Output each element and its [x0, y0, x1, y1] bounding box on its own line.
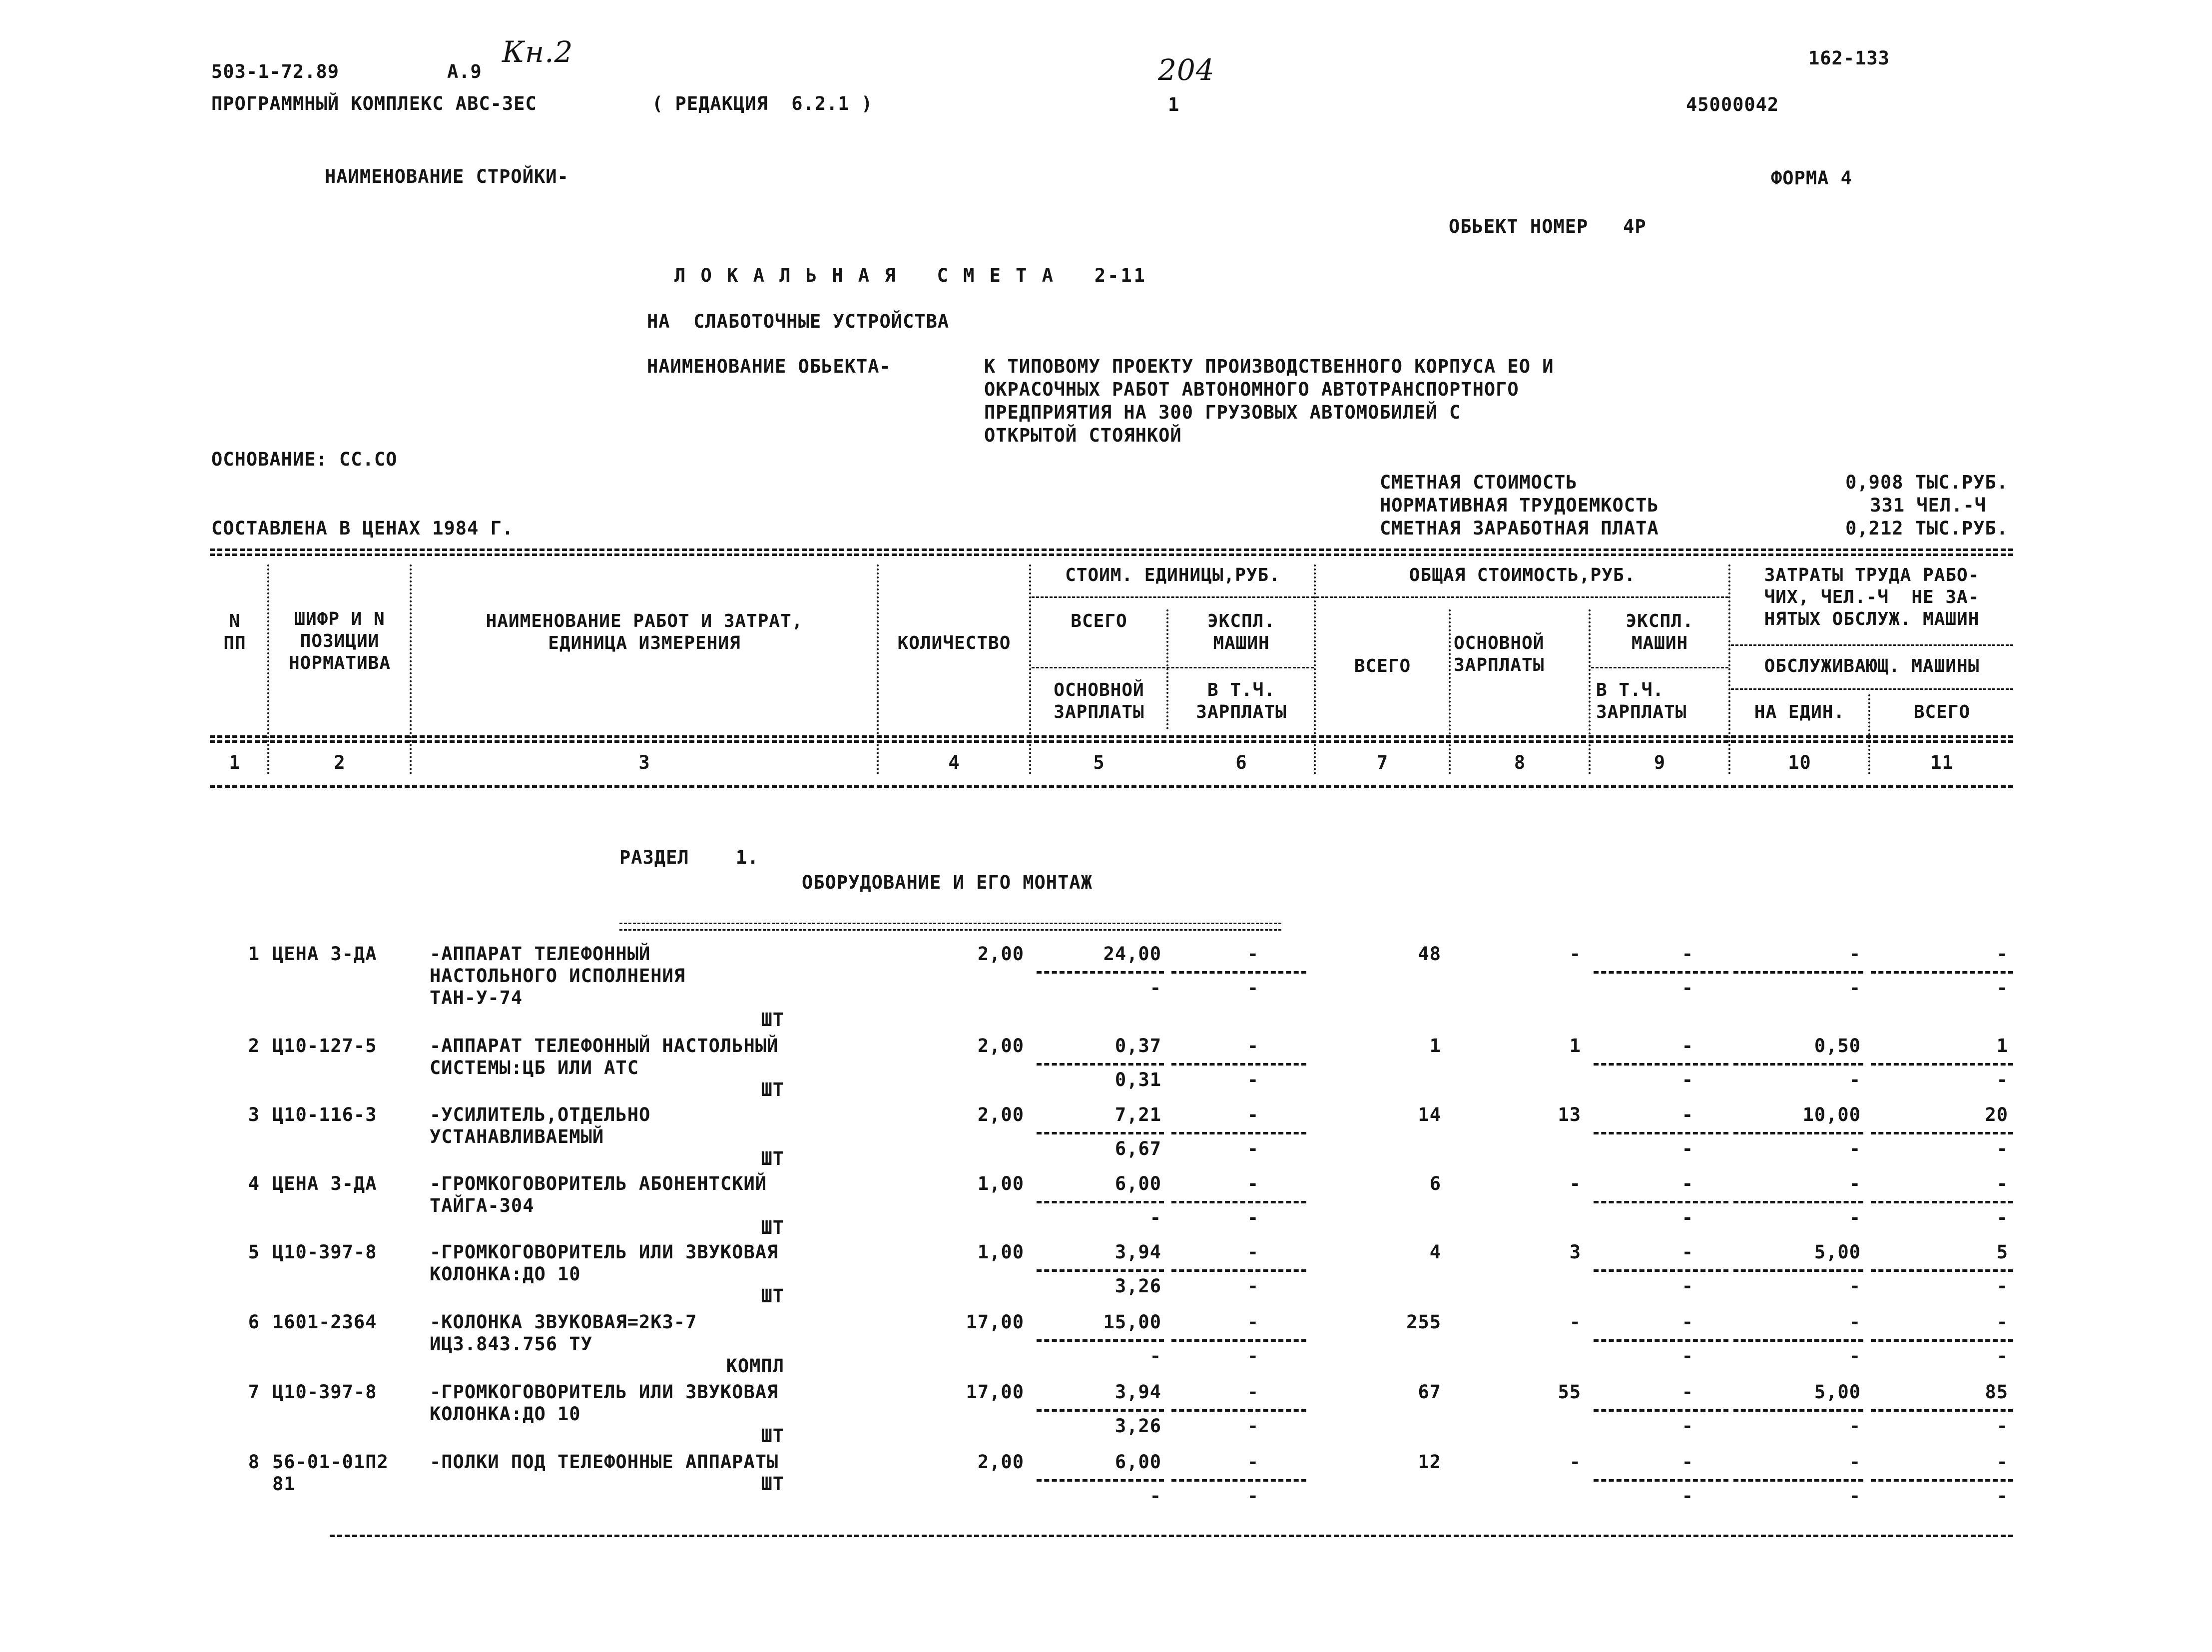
header-bottom-rule	[210, 785, 2013, 788]
header-rule	[1591, 667, 1728, 668]
cell-qty: 2,00	[977, 1451, 1024, 1473]
cell-c11b: -	[1996, 1485, 2008, 1507]
cell-c5b: -	[1149, 1207, 1161, 1228]
cell-qty: 2,00	[977, 1104, 1024, 1125]
cell-c6a: -	[1247, 1173, 1259, 1194]
cell-c5b: 3,26	[1114, 1415, 1161, 1437]
header-labor: ЗАТРАТЫ ТРУДА РАБО- ЧИХ, ЧЕЛ.-Ч НЕ ЗА- НЯТЫХ ОБСЛУЖ. МАШИН	[1764, 565, 1980, 629]
cell-c6b: -	[1247, 1485, 1259, 1507]
cell-c11b: -	[1996, 1275, 2008, 1297]
album-code: А.9	[447, 61, 482, 82]
summary-label-labor: НОРМАТИВНАЯ ТРУДОЕМКОСТЬ	[1380, 495, 1659, 516]
cell-c10a: 0,50	[1814, 1035, 1861, 1057]
col-number: 6	[1235, 752, 1247, 773]
cell-name: -ГРОМКОГОВОРИТЕЛЬ АБОНЕНТСКИЙ ТАЙГА-304	[430, 1173, 767, 1216]
cell-n: 8	[248, 1451, 260, 1473]
cell-c11b: -	[1996, 1069, 2008, 1091]
cell-rule	[1171, 971, 1306, 974]
cell-c9a: -	[1681, 1381, 1693, 1403]
cell-c9b: -	[1681, 1485, 1693, 1507]
cell-rule	[1594, 1063, 1728, 1066]
cell-c6b: -	[1247, 1138, 1259, 1159]
object-line-4: ОТКРЫТОЙ СТОЯНКОЙ	[984, 425, 1182, 446]
cell-c10b: -	[1849, 1207, 1861, 1228]
cell-rule	[1037, 1409, 1164, 1412]
summary-value-wage: 0,212 ТЫС.РУБ.	[1845, 518, 2008, 539]
cell-c11b: -	[1996, 1345, 2008, 1367]
cell-rule	[1594, 1479, 1728, 1482]
cell-c9a: -	[1681, 1173, 1693, 1194]
cell-rule	[1171, 1269, 1306, 1272]
cell-c9b: -	[1681, 1069, 1693, 1091]
cell-n: 2	[248, 1035, 260, 1057]
cell-c10a: -	[1849, 943, 1861, 965]
header-code: ШИФР И N ПОЗИЦИИ НОРМАТИВА	[288, 609, 391, 673]
cell-n: 3	[248, 1104, 260, 1125]
header-total-machines: ЭКСПЛ. МАШИН	[1626, 611, 1694, 653]
cell-c7: 12	[1418, 1451, 1441, 1473]
cell-rule	[1037, 1269, 1164, 1272]
cell-c5a: 15,00	[1103, 1311, 1161, 1333]
cell-c11a: 5	[1996, 1241, 2008, 1263]
cell-rule	[1733, 971, 1863, 974]
cell-unit: ШТ	[761, 1148, 784, 1169]
cell-c9b: -	[1681, 1415, 1693, 1437]
cell-c7: 6	[1429, 1173, 1441, 1194]
cell-c8: 3	[1569, 1241, 1581, 1263]
price-year: СОСТАВЛЕНА В ЦЕНАХ 1984 Г.	[211, 518, 514, 539]
cell-c11a: 20	[1985, 1104, 2008, 1125]
col-number: 2	[334, 752, 346, 773]
cell-c5a: 0,37	[1114, 1035, 1161, 1057]
cell-c8: -	[1569, 1451, 1581, 1473]
form-number: ФОРМА 4	[1771, 167, 1852, 189]
page-number: 1	[1168, 94, 1180, 115]
cell-unit: ШТ	[761, 1079, 784, 1101]
cell-name: -КОЛОНКА ЗВУКОВАЯ=2КЗ-7 ИЦ3.843.756 ТУ	[430, 1311, 697, 1355]
col-sep	[1166, 609, 1168, 729]
cell-name: -УСИЛИТЕЛЬ,ОТДЕЛЬНО УСТАНАВЛИВАЕМЫЙ	[430, 1104, 651, 1147]
cell-rule	[1733, 1339, 1863, 1342]
cell-c9a: -	[1681, 1035, 1693, 1057]
cell-c8: -	[1569, 1173, 1581, 1194]
cell-unit: ШТ	[761, 1473, 784, 1495]
cell-c9a: -	[1681, 943, 1693, 965]
col-sep	[1314, 564, 1316, 774]
cell-c9a: -	[1681, 1241, 1693, 1263]
cell-code: Ц10-116-3	[272, 1104, 377, 1125]
summary-label-cost: СМЕТНАЯ СТОИМОСТЬ	[1380, 472, 1578, 493]
cell-code: ЦЕНА 3-ДА	[272, 1173, 377, 1194]
cell-c5a: 6,00	[1114, 1451, 1161, 1473]
sheet-code: 162-133	[1808, 47, 1890, 69]
cell-c6a: -	[1247, 1035, 1259, 1057]
cell-rule	[1871, 1132, 2013, 1134]
col-sep	[267, 564, 269, 774]
cell-rule	[1733, 1201, 1863, 1203]
col-number: 7	[1376, 752, 1389, 773]
col-number: 11	[1930, 752, 1954, 773]
cell-qty: 17,00	[966, 1381, 1024, 1403]
cell-c10a: 10,00	[1802, 1104, 1861, 1125]
col-sep	[1029, 564, 1031, 774]
col-number: 8	[1514, 752, 1526, 773]
header-unit-base-wage: ОСНОВНОЙ ЗАРПЛАТЫ	[1054, 680, 1144, 722]
cell-c6b: -	[1247, 1415, 1259, 1437]
cell-name: -ПОЛКИ ПОД ТЕЛЕФОННЫЕ АППАРАТЫ	[430, 1451, 779, 1473]
cell-unit: ШТ	[761, 1425, 784, 1447]
cell-name: -АППАРАТ ТЕЛЕФОННЫЙ НАСТОЛЬНОГО ИСПОЛНЕНИЯ ТАН-У-74	[430, 943, 686, 1009]
cell-n: 5	[248, 1241, 260, 1263]
cell-c5b: 6,67	[1114, 1138, 1161, 1159]
cell-code: Ц10-127-5	[272, 1035, 377, 1057]
col-number: 9	[1654, 752, 1666, 773]
header-mid-rule	[210, 735, 2013, 738]
cell-c5a: 24,00	[1103, 943, 1161, 965]
header-unit-machines: ЭКСПЛ. МАШИН	[1207, 611, 1276, 653]
header-total-cost: ОБЩАЯ СТОИМОСТЬ,РУБ.	[1409, 565, 1636, 585]
cell-c11b: -	[1996, 1415, 2008, 1437]
cell-c8: 13	[1558, 1104, 1581, 1125]
cell-c5a: 3,94	[1114, 1241, 1161, 1263]
cell-n: 4	[248, 1173, 260, 1194]
cell-code: Ц10-397-8	[272, 1381, 377, 1403]
header-top-rule-2	[210, 553, 2013, 556]
col-number: 5	[1093, 752, 1105, 773]
cell-qty: 1,00	[977, 1241, 1024, 1263]
cell-c5b: 0,31	[1114, 1069, 1161, 1091]
section-title: ОБОРУДОВАНИЕ И ЕГО МОНТАЖ	[802, 872, 1093, 893]
cell-rule	[1871, 1201, 2013, 1203]
cell-c8: 1	[1569, 1035, 1581, 1057]
cell-c11a: 1	[1996, 1035, 2008, 1057]
cell-rule	[1594, 1201, 1728, 1203]
cell-qty: 1,00	[977, 1173, 1024, 1194]
program-edition: ( РЕДАКЦИЯ 6.2.1 )	[652, 93, 873, 114]
cell-rule	[1171, 1063, 1306, 1066]
cell-c10a: 5,00	[1814, 1241, 1861, 1263]
cell-c7: 255	[1406, 1311, 1441, 1333]
cell-c11a: -	[1996, 1173, 2008, 1194]
cell-name: -ГРОМКОГОВОРИТЕЛЬ ИЛИ ЗВУКОВАЯ КОЛОНКА:ДО 10	[430, 1381, 779, 1425]
header-rule	[1316, 596, 1728, 598]
header-unit-incl-wage: В Т.Ч. ЗАРПЛАТЫ	[1196, 680, 1287, 722]
cell-c11b: -	[1996, 1138, 2008, 1159]
cell-c10b: -	[1849, 1138, 1861, 1159]
cell-code: 1601-2364	[272, 1311, 377, 1333]
cell-c9b: -	[1681, 1207, 1693, 1228]
object-line-2: ОКРАСОЧНЫХ РАБОТ АВТОНОМНОГО АВТОТРАНСПОРТНОГО	[984, 379, 1519, 400]
cell-c5b: -	[1149, 977, 1161, 999]
cell-c9b: -	[1681, 1345, 1693, 1367]
program-name: ПРОГРАММНЫЙ КОМПЛЕКС АВС-3ЕС	[211, 93, 537, 114]
cell-rule	[1594, 1339, 1728, 1342]
object-line-1: К ТИПОВОМУ ПРОЕКТУ ПРОИЗВОДСТВЕННОГО КОРПУСА ЕО И	[984, 356, 1554, 377]
header-rule	[1032, 667, 1314, 668]
cell-unit: ШТ	[761, 1009, 784, 1031]
cell-rule	[1594, 1409, 1728, 1412]
cell-c6b: -	[1247, 1345, 1259, 1367]
header-total-base-wage: ОСНОВНОЙ ЗАРПЛАТЫ	[1454, 633, 1545, 675]
col-number: 1	[229, 752, 241, 773]
cell-code: 56-01-01П2 81	[272, 1451, 389, 1495]
cell-c11b: -	[1996, 977, 2008, 999]
object-number: ОБЬЕКТ НОМЕР 4Р	[1449, 216, 1647, 237]
construction-label: НАИМЕНОВАНИЕ СТРОЙКИ-	[325, 166, 569, 187]
cell-c9a: -	[1681, 1104, 1693, 1125]
cell-c5b: -	[1149, 1345, 1161, 1367]
cell-c10a: -	[1849, 1173, 1861, 1194]
cell-c6a: -	[1247, 943, 1259, 965]
header-work-name: НАИМЕНОВАНИЕ РАБОТ И ЗАТРАТ, ЕДИНИЦА ИЗМЕРЕНИЯ	[486, 611, 803, 653]
header-rule	[1032, 596, 1314, 598]
section-double-rule	[619, 923, 1281, 931]
cell-rule	[1594, 971, 1728, 974]
cell-c9a: -	[1681, 1311, 1693, 1333]
cell-c5a: 3,94	[1114, 1381, 1161, 1403]
basis: ОСНОВАНИЕ: СС.СО	[211, 449, 398, 470]
col-sep	[1868, 694, 1870, 774]
cell-c10b: -	[1849, 1275, 1861, 1297]
cell-code: Ц10-397-8	[272, 1241, 377, 1263]
cell-c9b: -	[1681, 977, 1693, 999]
col-sep	[877, 564, 879, 774]
table-end-rule	[330, 1535, 2013, 1537]
cell-rule	[1871, 1063, 2013, 1066]
header-total-all: ВСЕГО	[1354, 656, 1411, 676]
cell-n: 1	[248, 943, 260, 965]
cell-rule	[1871, 1339, 2013, 1342]
cell-c10b: -	[1849, 1485, 1861, 1507]
document-number: 45000042	[1686, 94, 1779, 115]
cell-rule	[1733, 1269, 1863, 1272]
cell-rule	[1871, 1409, 2013, 1412]
cell-rule	[1037, 1339, 1164, 1342]
cell-rule	[1733, 1063, 1863, 1066]
col-sep	[1589, 609, 1591, 774]
cell-c8: -	[1569, 943, 1581, 965]
cell-c7: 14	[1418, 1104, 1441, 1125]
cell-rule	[1871, 1479, 2013, 1482]
cell-n: 6	[248, 1311, 260, 1333]
cell-c6a: -	[1247, 1311, 1259, 1333]
header-unit-cost: СТОИМ. ЕДИНИЦЫ,РУБ.	[1065, 565, 1280, 585]
cell-c10b: -	[1849, 977, 1861, 999]
header-unit-total: ВСЕГО	[1071, 611, 1127, 631]
cell-rule	[1171, 1479, 1306, 1482]
cell-c9b: -	[1681, 1275, 1693, 1297]
cell-rule	[1733, 1409, 1863, 1412]
cell-rule	[1871, 1269, 2013, 1272]
summary-value-cost: 0,908 ТЫС.РУБ.	[1845, 472, 2008, 493]
header-rule	[1731, 688, 2013, 690]
cell-c7: 67	[1418, 1381, 1441, 1403]
cell-c10a: -	[1849, 1451, 1861, 1473]
object-line-3: ПРЕДПРИЯТИЯ НА 300 ГРУЗОВЫХ АВТОМОБИЛЕЙ С	[984, 402, 1461, 423]
cell-c9a: -	[1681, 1451, 1693, 1473]
estimate-title: Л О К А Л Ь Н А Я С М Е Т А 2-11	[674, 265, 1147, 286]
cell-c7: 1	[1429, 1035, 1441, 1057]
cell-n: 7	[248, 1381, 260, 1403]
cell-c10a: -	[1849, 1311, 1861, 1333]
header-rule	[1731, 644, 2013, 646]
col-sep	[410, 564, 412, 774]
cell-c6a: -	[1247, 1241, 1259, 1263]
cell-rule	[1871, 971, 2013, 974]
cell-qty: 2,00	[977, 943, 1024, 965]
cell-rule	[1037, 1132, 1164, 1134]
header-mid-rule-2	[210, 740, 2013, 743]
cell-rule	[1037, 1063, 1164, 1066]
cell-c11a: -	[1996, 943, 2008, 965]
cell-name: -АППАРАТ ТЕЛЕФОННЫЙ НАСТОЛЬНЫЙ СИСТЕМЫ:ЦБ ИЛИ АТС	[430, 1035, 779, 1079]
cell-c5b: 3,26	[1114, 1275, 1161, 1297]
cell-c11a: 85	[1985, 1381, 2008, 1403]
cell-c6b: -	[1247, 1069, 1259, 1091]
handwritten-book-number: Кн.2	[502, 35, 573, 69]
cell-c8: 55	[1558, 1381, 1581, 1403]
header-total-incl-wage: В Т.Ч. ЗАРПЛАТЫ	[1596, 680, 1687, 722]
cell-rule	[1733, 1479, 1863, 1482]
section-label: РАЗДЕЛ 1.	[619, 847, 759, 868]
cell-unit: ШТ	[761, 1217, 784, 1238]
cell-rule	[1171, 1201, 1306, 1203]
cell-rule	[1594, 1132, 1728, 1134]
cell-rule	[1171, 1409, 1306, 1412]
header-top-rule	[210, 549, 2013, 551]
cell-c11a: -	[1996, 1451, 2008, 1473]
cell-c11a: -	[1996, 1311, 2008, 1333]
handwritten-page-number: 204	[1158, 53, 1215, 87]
cell-c10b: -	[1849, 1345, 1861, 1367]
cell-c6b: -	[1247, 1207, 1259, 1228]
col-sep	[1449, 609, 1451, 774]
cell-c5a: 6,00	[1114, 1173, 1161, 1194]
object-label: НАИМЕНОВАНИЕ ОБЬЕКТА-	[647, 356, 891, 377]
cell-c6b: -	[1247, 977, 1259, 999]
cell-c10a: 5,00	[1814, 1381, 1861, 1403]
cell-rule	[1037, 971, 1164, 974]
cell-qty: 17,00	[966, 1311, 1024, 1333]
cell-c6a: -	[1247, 1381, 1259, 1403]
cell-rule	[1733, 1132, 1863, 1134]
cell-rule	[1171, 1339, 1306, 1342]
cell-c11b: -	[1996, 1207, 2008, 1228]
cell-c10b: -	[1849, 1069, 1861, 1091]
cell-code: ЦЕНА 3-ДА	[272, 943, 377, 965]
cell-rule	[1037, 1201, 1164, 1203]
summary-value-labor: 331 ЧЕЛ.-Ч	[1870, 495, 1986, 516]
cell-rule	[1594, 1269, 1728, 1272]
cell-c6a: -	[1247, 1104, 1259, 1125]
header-labor-per-unit: НА ЕДИН.	[1754, 702, 1845, 722]
cell-c8: -	[1569, 1311, 1581, 1333]
cell-name: -ГРОМКОГОВОРИТЕЛЬ ИЛИ ЗВУКОВАЯ КОЛОНКА:ДО 10	[430, 1241, 779, 1285]
summary-label-wage: СМЕТНАЯ ЗАРАБОТНАЯ ПЛАТА	[1380, 518, 1659, 539]
cell-c6a: -	[1247, 1451, 1259, 1473]
col-number: 4	[948, 752, 960, 773]
header-quantity: КОЛИЧЕСТВО	[897, 633, 1011, 653]
cell-unit: ШТ	[761, 1285, 784, 1307]
cell-c10b: -	[1849, 1415, 1861, 1437]
header-row-number: N ПП	[223, 611, 246, 653]
col-number: 10	[1788, 752, 1811, 773]
cell-qty: 2,00	[977, 1035, 1024, 1057]
cell-c5a: 7,21	[1114, 1104, 1161, 1125]
cell-c9b: -	[1681, 1138, 1693, 1159]
header-labor-total: ВСЕГО	[1913, 702, 1971, 722]
cell-c7: 48	[1418, 943, 1441, 965]
cell-c5b: -	[1149, 1485, 1161, 1507]
cell-rule	[1171, 1132, 1306, 1134]
document-code: 503-1-72.89	[211, 61, 340, 82]
estimate-subject: НА СЛАБОТОЧНЫЕ УСТРОЙСТВА	[647, 311, 950, 332]
cell-c7: 4	[1429, 1241, 1441, 1263]
col-number: 3	[638, 752, 650, 773]
cell-unit: КОМПЛ	[726, 1355, 784, 1377]
header-labor-service: ОБСЛУЖИВАЮЩ. МАШИНЫ	[1764, 656, 1980, 676]
cell-c6b: -	[1247, 1275, 1259, 1297]
cell-rule	[1037, 1479, 1164, 1482]
